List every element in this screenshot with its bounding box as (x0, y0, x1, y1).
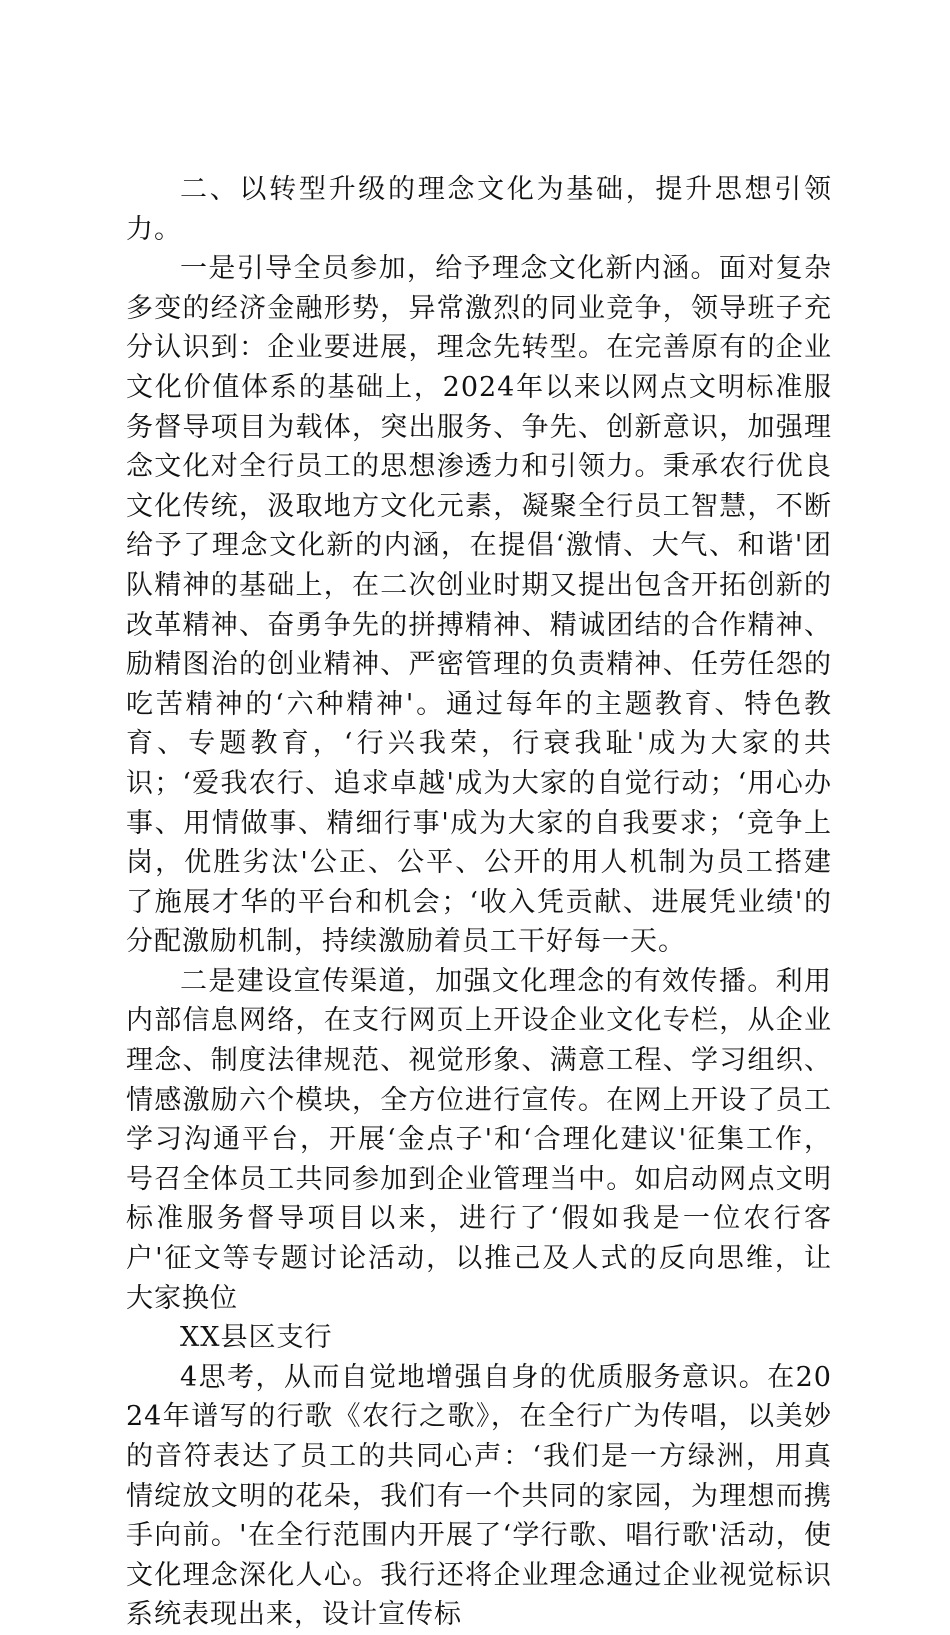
section-heading: 二、以转型升级的理念文化为基础，提升思想引领力。 (126, 174, 832, 245)
document-body (126, 170, 832, 1635)
branch-label: XX县区支行 (180, 1322, 333, 1354)
paragraph-1: 一是引导全员参加，给予理念文化新内涵。面对复杂多变的经济金融形势，异常激烈的同业竞争，领导班子充分认识到：企业要进展，理念先转型。在完善原有的企业文化价值体系的基础上，2024年以来以网点文明标准服务督导项目为载体，突出服务、争先、创新意识，加强理念文化对全行员工的思想渗透力和引领力。秉承农行优良文化传统，汲取地方文化元素，凝聚全行员工智慧，不断给予了理念文化新的内涵，在提倡‘激情、大气、和谐'团队精神的基础上，在二次创业时期又提出包含开拓创新的改革精神、奋勇争先的拼搏精神、精诚团结的合作精神、励精图治的创业精神、严密管理的负责精神、任劳任怨的吃苦精神的‘六种精神'。通过每年的主题教育、特色教育、专题教育，‘行兴我荣，行衰我耻'成为大家的共识；‘爱我农行、追求卓越'成为大家的自觉行动；‘用心办事、用情做事、精细行事'成为大家的自我要求；‘竞争上岗，优胜劣汰'公正、公平、公开的用人机制为员工搭建了施展才华的平台和机会；‘收入凭贡献、进展凭业绩'的分配激励机制，持续激励着员工干好每一天。 (126, 253, 832, 958)
continuation-paragraph: 4思考，从而自觉地增强自身的优质服务意识。在2024年谱写的行歌《农行之歌》，在全行广为传唱，以美妙的音符表达了员工的共同心声：‘我们是一方绿洲，用真情绽放文明的花朵，我们有一个共同的家园，为理想而携手向前。'在全行范围内开展了‘学行歌、唱行歌'活动，使文化理念深化人心。我行还将企业理念通过企业视觉标识系统表现出来，设计宣传标 (126, 1361, 832, 1631)
paragraph-2: 二是建设宣传渠道，加强文化理念的有效传播。利用内部信息网络，在支行网页上开设企业文化专栏，从企业理念、制度法律规范、视觉形象、满意工程、学习组织、情感激励六个模块，全方位进行宣传。在网上开设了员工学习沟通平台，开展‘金点子'和‘合理化建议'征集工作，号召全体员工共同参加到企业管理当中。如启动网点文明标准服务督导项目以来，进行了‘假如我是一位农行客户'征文等专题讨论活动，以推己及人式的反向思维，让大家换位 (126, 965, 832, 1314)
